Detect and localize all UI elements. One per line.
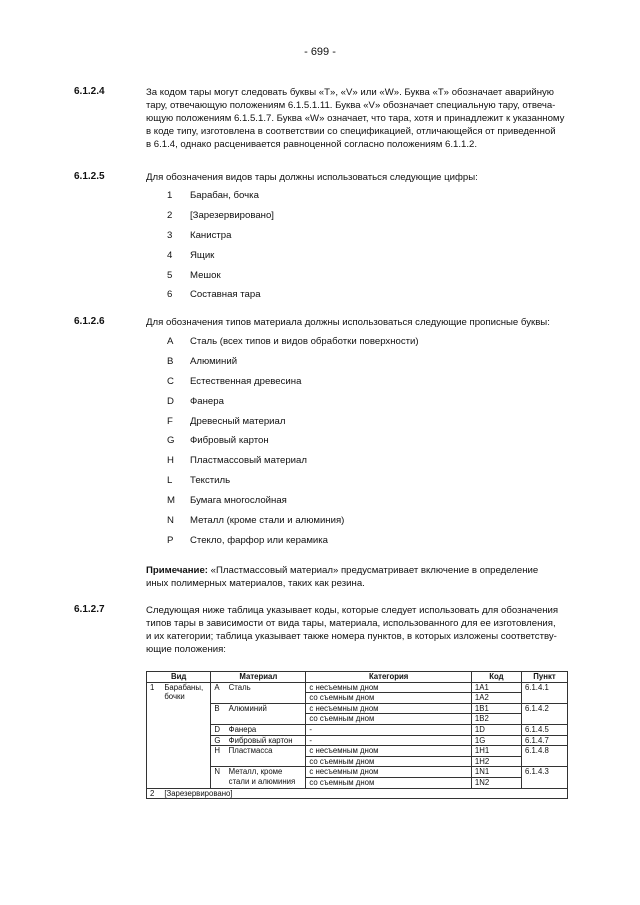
list-key: 5 — [167, 269, 173, 281]
vid-name: [Зарезервировано] — [161, 788, 567, 799]
note-text: «Пластмассовый материал» предусматривает включение в определение — [207, 565, 539, 576]
paragraph-6124 — [146, 86, 568, 151]
code-cell: 1N1 — [471, 767, 521, 778]
list-value: Фанера — [190, 395, 224, 407]
code-cell: 1A1 — [471, 682, 521, 693]
page-number: - 699 - — [304, 46, 336, 58]
section-number-6127: 6.1.2.7 — [74, 604, 105, 615]
material-key: N — [211, 767, 226, 788]
material-key: G — [211, 735, 226, 746]
code-cell: 1N2 — [471, 777, 521, 788]
category-cell: с несъемным дном — [306, 682, 472, 693]
material-type-list — [167, 335, 419, 554]
list-key: 6 — [167, 289, 173, 301]
category-cell: со съемным дном — [306, 714, 472, 725]
list-item — [167, 375, 419, 395]
material-key: H — [211, 746, 226, 767]
text-line: За кодом тары могут следовать буквы «T», «V» или «W». Буква «T» обозначает аварийную — [146, 87, 554, 98]
material-name: Пластмасса — [226, 746, 306, 767]
list-item — [167, 288, 274, 308]
category-cell: с несъемным дном — [306, 703, 472, 714]
list-value: Алюминий — [190, 355, 238, 367]
material-key: A — [211, 682, 226, 703]
paragraph-6126-intro: Для обозначения типов материала должны использоваться следующие прописные буквы: — [146, 317, 550, 328]
code-cell: 1G — [471, 735, 521, 746]
list-value: Канистра — [190, 229, 232, 241]
category-cell: со съемным дном — [306, 777, 472, 788]
list-item — [167, 189, 274, 209]
header-point: Пункт — [521, 672, 567, 683]
list-key: F — [167, 415, 173, 427]
point-cell: 6.1.4.3 — [521, 767, 567, 788]
note-label: Примечание: — [146, 565, 208, 576]
list-item — [167, 269, 274, 289]
header-category: Категория — [306, 672, 472, 683]
list-key: 1 — [167, 190, 173, 201]
list-item — [167, 514, 419, 534]
code-cell: 1D — [471, 724, 521, 735]
text-line: и их категории; таблица указывает также номера пунктов, в которых изложены соответству- — [146, 631, 557, 643]
material-key: D — [211, 724, 226, 735]
list-item — [167, 454, 419, 474]
category-cell: с несъемным дном — [306, 767, 472, 778]
list-value: Мешок — [190, 269, 221, 281]
list-item — [167, 534, 419, 554]
note-6126 — [146, 564, 568, 590]
list-key: 2 — [167, 209, 173, 221]
section-number-6126: 6.1.2.6 — [74, 316, 105, 327]
text-line: типов тары в зависимости от вида тары, материала, использованного для ее изготовления, — [146, 618, 556, 630]
category-cell: - — [306, 724, 472, 735]
text-line: в 6.1.4, однако расценивается равноценной согласно положениям 6.1.1.2. — [146, 139, 477, 151]
list-key: G — [167, 435, 175, 447]
paragraph-6127 — [146, 604, 568, 656]
list-item — [167, 395, 419, 415]
point-cell: 6.1.4.5 — [521, 724, 567, 735]
list-key: C — [167, 375, 174, 387]
header-vid: Вид — [147, 672, 211, 683]
list-key: D — [167, 395, 174, 407]
section-number-6125: 6.1.2.5 — [74, 171, 105, 182]
packaging-kind-list — [167, 189, 274, 308]
list-item — [167, 494, 419, 514]
list-key: N — [167, 515, 174, 527]
category-cell: со съемным дном — [306, 693, 472, 704]
list-value: Стекло, фарфор или керамика — [190, 534, 329, 546]
list-value: [Зарезервировано] — [190, 209, 274, 221]
list-item — [167, 335, 419, 355]
category-cell: - — [306, 735, 472, 746]
list-item — [167, 474, 419, 494]
list-key: M — [167, 495, 175, 507]
table-row — [147, 682, 568, 693]
code-cell: 1A2 — [471, 693, 521, 704]
code-cell: 1H1 — [471, 746, 521, 757]
text-line — [146, 564, 568, 577]
list-value: Естественная древесина — [190, 375, 302, 387]
list-key: 3 — [167, 229, 173, 241]
list-item — [167, 249, 274, 269]
list-value: Барабан, бочка — [190, 190, 259, 201]
material-name: Фибровый картон — [226, 735, 306, 746]
section-number-6124: 6.1.2.4 — [74, 86, 105, 97]
text-line: Следующая ниже таблица указывает коды, которые следует использовать для обозначения — [146, 605, 559, 616]
list-key: A — [167, 336, 174, 347]
list-value: Пластмассовый материал — [190, 455, 307, 467]
text-line: ющую положениям 6.1.5.1.7. Буква «W» означает, что тара, хотя и принадлежит к указанному — [146, 113, 565, 125]
list-value: Текстиль — [190, 475, 231, 487]
material-name: Фанера — [226, 724, 306, 735]
list-value: Составная тара — [190, 289, 261, 301]
list-value: Сталь (всех типов и видов обработки поверхности) — [190, 336, 419, 347]
point-cell: 6.1.4.1 — [521, 682, 567, 703]
list-value: Ящик — [190, 249, 215, 261]
vid-name: Барабаны, бочки — [161, 682, 211, 788]
list-key: H — [167, 455, 174, 467]
category-cell: с несъемным дном — [306, 746, 472, 757]
text-line: в коде типу, изготовлена в соответствии со спецификацией, отличающейся от приведенной — [146, 126, 556, 138]
code-cell: 1H2 — [471, 756, 521, 767]
vid-number: 2 — [147, 788, 162, 799]
list-key: 4 — [167, 249, 173, 261]
header-material: Материал — [211, 672, 306, 683]
list-item — [167, 355, 419, 375]
list-value: Древесный материал — [190, 415, 286, 427]
point-cell: 6.1.4.8 — [521, 746, 567, 767]
paragraph-6125-intro: Для обозначения видов тары должны использоваться следующие цифры: — [146, 172, 478, 183]
list-value: Бумага многослойная — [190, 495, 287, 507]
list-item — [167, 434, 419, 454]
packaging-codes-table — [146, 671, 568, 799]
table-header-row — [147, 672, 568, 683]
point-cell: 6.1.4.7 — [521, 735, 567, 746]
code-cell: 1B2 — [471, 714, 521, 725]
text-line: ющие положения: — [146, 644, 226, 656]
list-item — [167, 415, 419, 435]
list-key: B — [167, 355, 174, 367]
table-row — [147, 788, 568, 799]
list-item — [167, 229, 274, 249]
category-cell: со съемным дном — [306, 756, 472, 767]
list-item — [167, 209, 274, 229]
list-value: Металл (кроме стали и алюминия) — [190, 515, 345, 527]
material-name: Сталь — [226, 682, 306, 703]
header-code: Код — [471, 672, 521, 683]
material-key: B — [211, 703, 226, 724]
list-value: Фибровый картон — [190, 435, 269, 447]
text-line: иных полимерных материалов, таких как резина. — [146, 578, 365, 590]
material-name: Алюминий — [226, 703, 306, 724]
vid-number: 1 — [147, 682, 162, 788]
list-key: L — [167, 475, 173, 487]
material-name: Металл, кроме стали и алюминия — [226, 767, 306, 788]
text-line: тару, отвечающую положениям 6.1.5.1.11. Буква «V» обозначает специальную тару, отвеча- — [146, 100, 556, 112]
point-cell: 6.1.4.2 — [521, 703, 567, 724]
list-key: P — [167, 534, 174, 546]
code-cell: 1B1 — [471, 703, 521, 714]
